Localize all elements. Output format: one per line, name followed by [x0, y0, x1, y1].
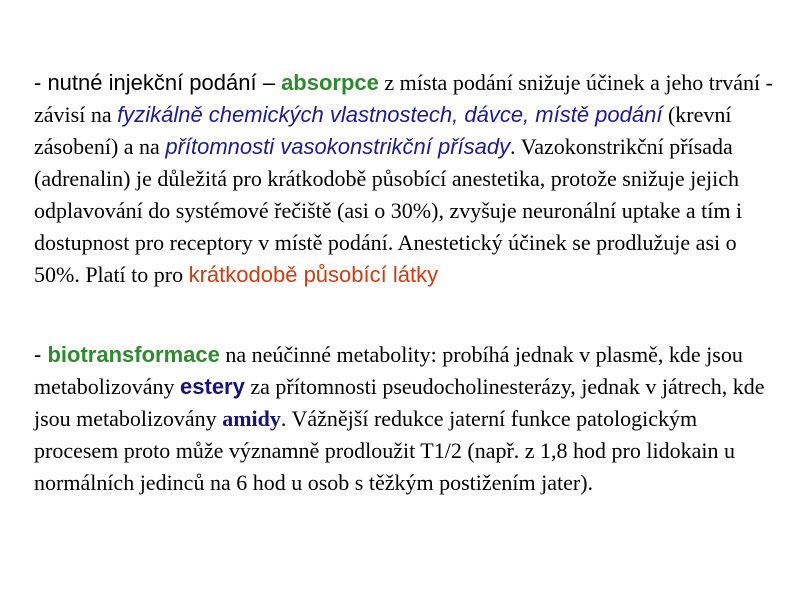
biotransformation-paragraph — [34, 339, 774, 499]
half-life-text: . Vážnější redukce jaterní funkce patologickým procesem proto může významně prodloužit T1/2 (např. z 1,8 hod pro lidokain u normálních jedinců na 6 hod u osob s těžkým postižením jater). — [34, 406, 735, 495]
absorption-intro-text: - nutné injekční podání – — [34, 70, 282, 95]
amides-keyword: amidy — [222, 406, 281, 431]
absorption-paragraph — [34, 67, 774, 291]
short-acting-substances-text: krátkodobě působící látky — [188, 262, 439, 287]
liver-metabolism-text: za přítomnosti pseudocholinesterázy, jednak v játrech, kde jsou metabolizovány — [34, 374, 765, 431]
physicochemical-factors-text: fyzikálně chemických vlastnostech, dávce, místě podání — [117, 102, 663, 127]
vasoconstrictor-explanation-text: . Vazokonstrikční přísada (adrenalin) je důležitá pro krátkodobě působící anestetika, protože snižuje jejich odplavování do systémové řečiště (asi o 30%), zvyšuje neuronální uptake a tím i dostupnost pro receptory v místě podání. Anestetický účinek se prodlužuje asi o 50%. Platí to pro — [34, 134, 743, 287]
blood-supply-text: (krevní zásobení) a na — [34, 102, 732, 159]
absorption-keyword: absorpce — [281, 70, 379, 95]
biotransformation-keyword: biotransformace — [47, 342, 220, 367]
absorption-text: z místa podání snižuje účinek a jeho trvání - závisí na — [34, 70, 773, 127]
esters-keyword: estery — [180, 374, 245, 399]
plasma-metabolism-text: na neúčinné metabolity: probíhá jednak v plasmě, kde jsou metabolizovány — [34, 342, 743, 399]
biotransformation-dash: - — [34, 342, 48, 367]
vasoconstrictor-presence-text: přítomnosti vasokonstrikční přísady — [165, 134, 511, 159]
